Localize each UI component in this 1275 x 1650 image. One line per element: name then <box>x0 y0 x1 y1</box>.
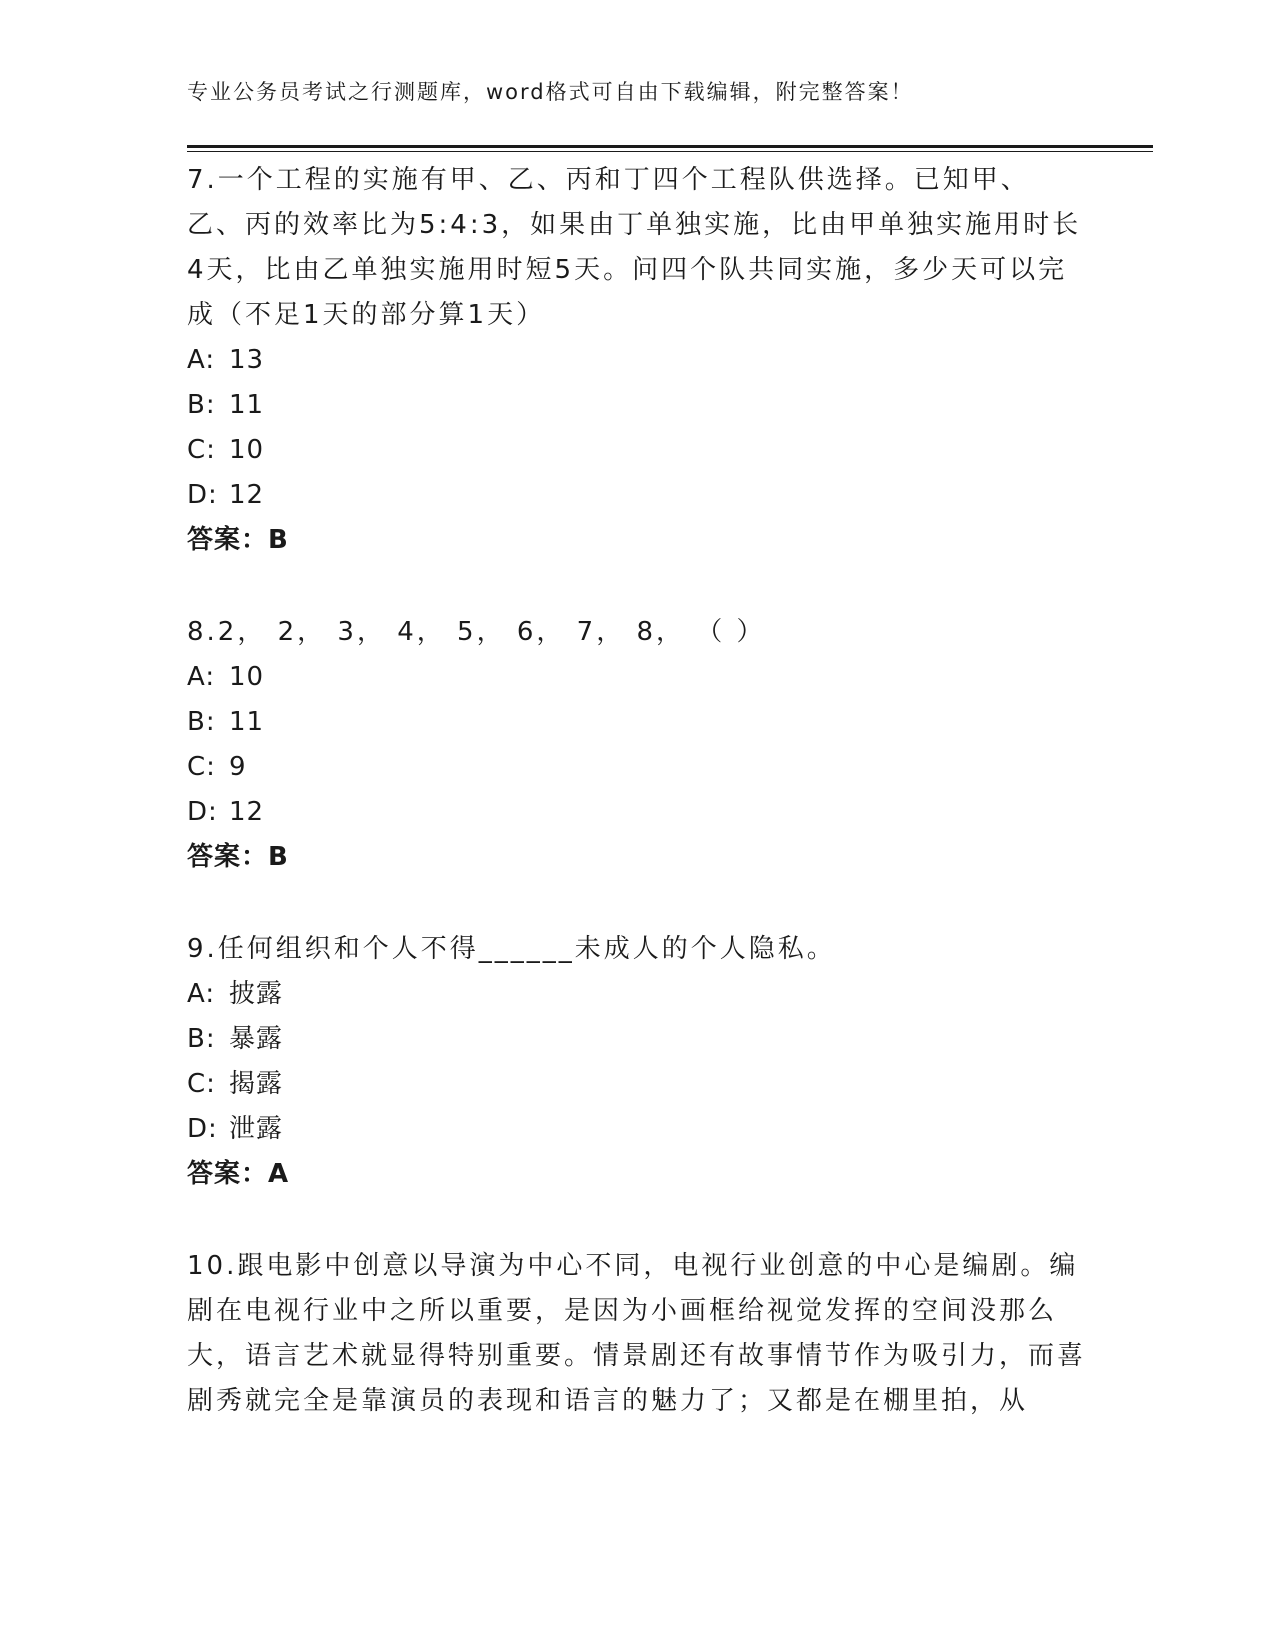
option-b <box>187 383 1087 428</box>
option-c <box>187 428 1087 473</box>
option-c <box>187 1062 1087 1107</box>
option-c <box>187 745 1087 790</box>
option-letter: A: <box>187 345 216 375</box>
question-7 <box>187 158 1087 563</box>
answer: 答案：B <box>187 842 289 872</box>
option-text: 暴露 <box>229 1024 284 1054</box>
question-stem: 7.一个工程的实施有甲、乙、丙和丁四个工程队供选择。已知甲、乙、丙的效率比为5:4:3，如果由丁单独实施，比由甲单独实施用时长4天，比由乙单独实施用时短5天。问四个队共同实施，多少天可以完成（不足1天的部分算1天） <box>187 165 1082 330</box>
header-rule <box>187 145 1153 148</box>
option-letter: A: <box>187 662 216 692</box>
spacer <box>187 1197 1087 1244</box>
question-10 <box>187 1244 1087 1424</box>
question-list <box>187 158 1087 1424</box>
option-b <box>187 700 1087 745</box>
option-a <box>187 655 1087 700</box>
option-text: 12 <box>229 480 265 510</box>
option-text: 12 <box>229 797 265 827</box>
question-stem: 9.任何组织和个人不得______未成人的个人隐私。 <box>187 934 836 964</box>
option-text: 10 <box>229 435 265 465</box>
option-a <box>187 972 1087 1017</box>
answer: 答案：A <box>187 1159 290 1189</box>
option-text: 13 <box>229 345 265 375</box>
option-letter: B: <box>187 707 216 737</box>
option-letter: D: <box>187 1114 218 1144</box>
option-letter: B: <box>187 1024 216 1054</box>
option-letter: D: <box>187 797 218 827</box>
option-text: 揭露 <box>229 1069 284 1099</box>
option-text: 10 <box>229 662 265 692</box>
option-letter: A: <box>187 979 216 1009</box>
answer: 答案：B <box>187 525 289 555</box>
spacer <box>187 563 1087 610</box>
option-letter: B: <box>187 390 216 420</box>
option-d <box>187 473 1087 518</box>
option-text: 泄露 <box>229 1114 284 1144</box>
option-letter: C: <box>187 1069 216 1099</box>
spacer <box>187 880 1087 927</box>
option-text: 11 <box>229 390 265 420</box>
option-d <box>187 790 1087 835</box>
question-8 <box>187 610 1087 880</box>
option-text: 披露 <box>229 979 284 1009</box>
question-stem: 10.跟电影中创意以导演为中心不同，电视行业创意的中心是编剧。编剧在电视行业中之所以重要，是因为小画框给视觉发挥的空间没那么大，语言艺术就显得特别重要。情景剧还有故事情节作为吸引力，而喜剧秀就完全是靠演员的表现和语言的魅力了；又都是在棚里拍，从 <box>187 1251 1087 1416</box>
question-9 <box>187 927 1087 1197</box>
header-rule-thin <box>187 151 1153 152</box>
option-b <box>187 1017 1087 1062</box>
option-text: 11 <box>229 707 265 737</box>
option-letter: C: <box>187 752 216 782</box>
option-text: 9 <box>229 752 247 782</box>
option-a <box>187 338 1087 383</box>
option-letter: D: <box>187 480 218 510</box>
option-d <box>187 1107 1087 1152</box>
header-note: 专业公务员考试之行测题库，word格式可自由下载编辑，附完整答案！ <box>187 80 914 104</box>
option-letter: C: <box>187 435 216 465</box>
question-stem: 8.2， 2， 3， 4， 5， 6， 7， 8， （ ） <box>187 617 766 647</box>
